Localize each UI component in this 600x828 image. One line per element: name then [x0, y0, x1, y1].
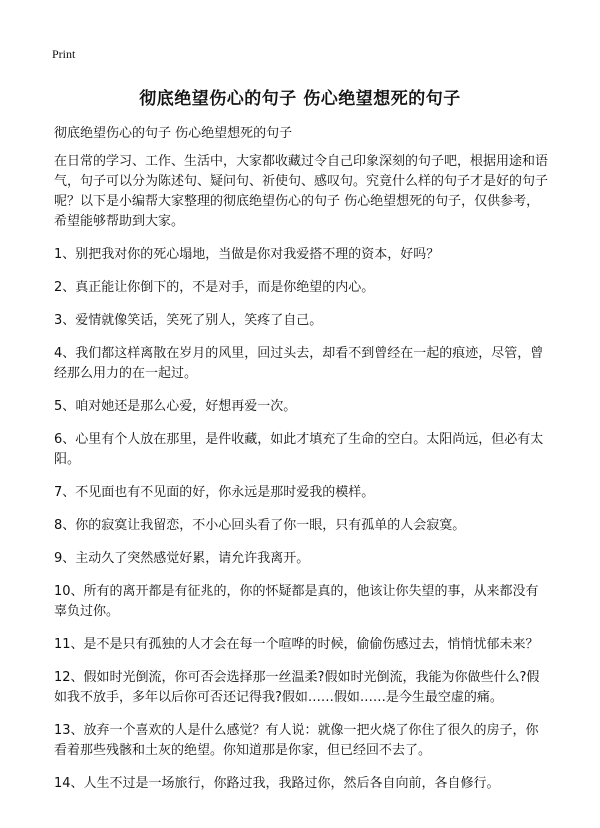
list-item: 13、放弃一个喜欢的人是什么感觉？有人说：就像一把火烧了你住了很久的房子，你看着那些残骸和土灰的绝望。你知道那是你家，但已经回不去了。: [54, 723, 539, 758]
list-item: 6、心里有个人放在那里，是件收藏，如此才填充了生命的空白。太阳尚远，但必有太阳。: [54, 432, 544, 467]
list-item: 12、假如时光倒流，你可否会选择那一丝温柔?假如时光倒流，我能为你做些什么?假如我不放手，多年以后你可否还记得我?假如……假如……是今生最空虚的痛。: [54, 670, 540, 705]
intro-paragraph: 在日常的学习、工作、生活中，大家都收藏过令自己印象深刻的句子吧，根据用途和语气，句子可以分为陈述句、疑问句、祈使句、感叹句。究竟什么样的句子才是好的句子呢？以下是小编帮大家整理的彻底绝望伤心的句子 伤心绝望想死的句子，仅供参考，希望能够帮助到大家。: [54, 154, 549, 229]
list-item: 4、我们都这样离散在岁月的风里，回过头去，却看不到曾经在一起的痕迹，尽管，曾经那么用力的在一起过。: [54, 346, 544, 381]
list-item: 1、别把我对你的死心塌地，当做是你对我爱搭不理的资本，好吗？: [54, 247, 440, 262]
page-title: 彻底绝望伤心的句子 伤心绝望想死的句子: [139, 89, 461, 109]
list-item: 10、所有的离开都是有征兆的，你的怀疑都是真的，他该让你失望的事，从来都没有辜负过你。: [54, 584, 539, 619]
list-item: 5、咱对她还是那么心爱，好想再爱一次。: [54, 399, 297, 414]
list-item: 14、人生不过是一场旅行，你路过我，我路过你，然后各自向前，各自修行。: [54, 776, 500, 791]
article-body: [54, 152, 550, 807]
list-item: 9、主动久了突然感觉好累，请允许我离开。: [54, 551, 310, 566]
list-item: 3、爱情就像笑话，笑死了别人，笑疼了自己。: [54, 313, 323, 328]
list-item: 11、是不是只有孤独的人才会在每一个喧哗的时候，偷偷伤感过去，悄悄忧郁未来？: [54, 637, 539, 652]
article-subtitle: 彻底绝望伤心的句子 伤心绝望想死的句子: [54, 126, 293, 141]
list-item: 7、不见面也有不见面的好，你永远是那时爱我的模样。: [54, 485, 375, 500]
list-item: 2、真正能让你倒下的，不是对手，而是你绝望的内心。: [54, 280, 375, 295]
list-item: 8、你的寂寞让我留恋，不小心回头看了你一眼，只有孤单的人会寂寞。: [54, 518, 466, 533]
print-link[interactable]: Print: [52, 47, 76, 61]
